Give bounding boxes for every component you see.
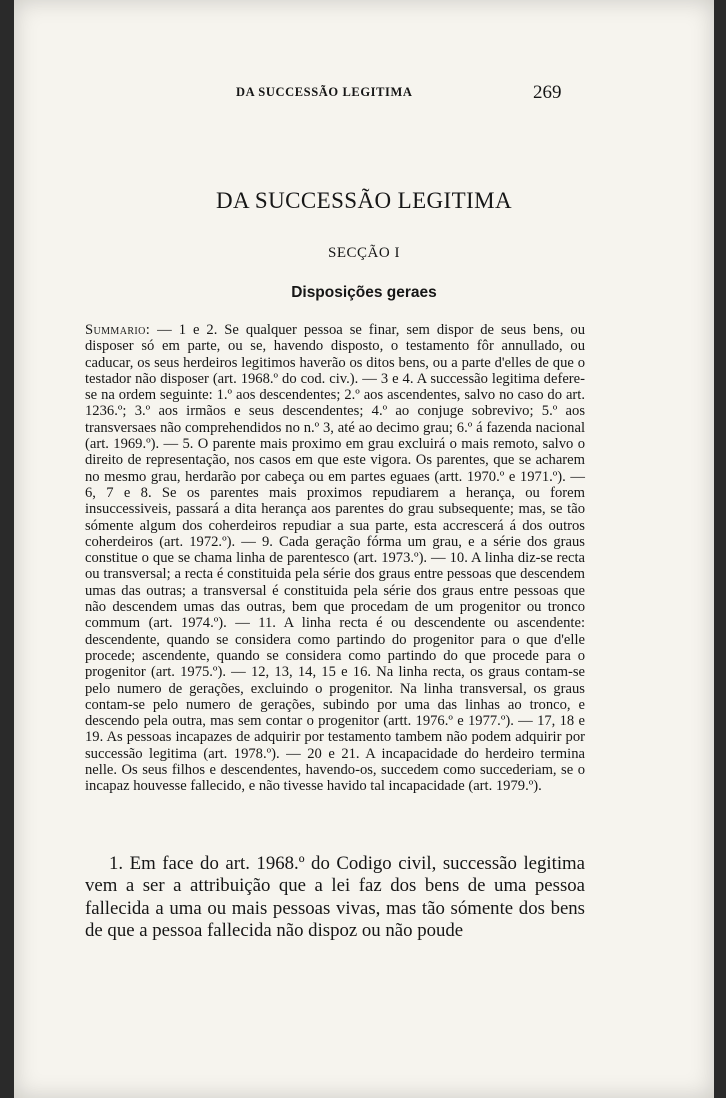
summary-text: — 1 e 2. Se qualquer pessoa se finar, sem dispor de seus bens, ou disposer só em parte, ou se, havendo disposto, o testamento fôr annullado, ou caducar, os seus herdeiros legitimos haverão os ditos bens, ou a parte d'elles de que o testador não disposer (art. 1968.º do cod. civ.). — 3 e 4. A successão legitima defere-se na ordem seguinte: 1.º aos descendentes; 2.º aos ascendentes, salvo no caso do art. 1236.º; 3.º aos irmãos e seus descendentes; 4.º ao conjuge sobrevivo; 5.º aos transversaes não comprehendidos no n.º 3, até ao decimo grau; 6.º á fazenda nacional (art. 1969.º). — 5. O parente mais proximo em grau excluirá o mais remoto, salvo o direito de representação, nos casos em que este vigora. Os parentes, que se acharem no mesmo grau, herdarão por cabeça ou em partes eguaes (artt. 1970.º e 1971.º). — 6, 7 e 8. Se os parentes mais proximos repudiarem a herança, ou forem insuccessiveis, passará a dita herança aos parentes do grau subsequente; mas, se tão sómente algum dos coherdeiros repudiar a sua parte, esta accrescerá á dos outros coherdeiros (art. 1972.º). — 9. Cada geração fórma um grau, e a série dos graus constitue o que se chama linha de parentesco (art. 1973.º). — 10. A linha diz-se recta ou transversal; a recta é constituida pela série dos graus entre pessoas que descendem umas das outras; a transversal é constituida pela série dos graus entre pessoas que não descendem umas das outras, bem que procedam de um progenitor ou tronco commum (art. 1974.º). — 11. A linha recta é ou descendente ou ascendente: descendente, quando se considera como partindo do progenitor para o que d'elle procede; ascendente, quando se considera como partindo do que procede para o progenitor (art. 1975.º). — 12, 13, 14, 15 e 16. Na linha recta, os graus contam-se pelo numero de gerações, excluindo o progenitor. Na linha transversal, os graus contam-se pelo numero de gerações, subindo por uma das linhas ao tronco, e descendo pela outra, mas sem contar o progenitor (artt. 1976.º e 1977.º). — 17, 18 e 19. As pessoas incapazes de adquirir por testamento tambem não podem adquirir por successão legitima (art. 1978.º). — 20 e 21. A incapacidade do herdeiro termina nelle. Os seus filhos e descendentes, havendo-os, succedem como succederiam, se o incapaz houvesse fallecido, e não tivesse havido tal incapacidade (art. 1979.º). [85, 322, 585, 795]
page-number: 269 [533, 82, 562, 103]
summary-label: Summario: [85, 322, 151, 338]
body-paragraph: 1. Em face do art. 1968.º do Codigo civil, successão legitima vem a ser a attribuição que a lei faz dos bens de uma pessoa fallecida a uma ou mais pessoas vivas, mas tão sómente dos bens de que a pessoa fallecida não dispoz ou não poude [85, 853, 585, 942]
section-subtitle: Disposições geraes [291, 284, 437, 301]
chapter-title: DA SUCCESSÃO LEGITIMA [216, 188, 512, 213]
summary-block [85, 322, 585, 795]
section-title: SECÇÃO I [328, 245, 400, 261]
book-page [14, 0, 714, 1098]
running-head [14, 82, 714, 106]
running-title: DA SUCCESSÃO LEGITIMA [236, 85, 413, 99]
